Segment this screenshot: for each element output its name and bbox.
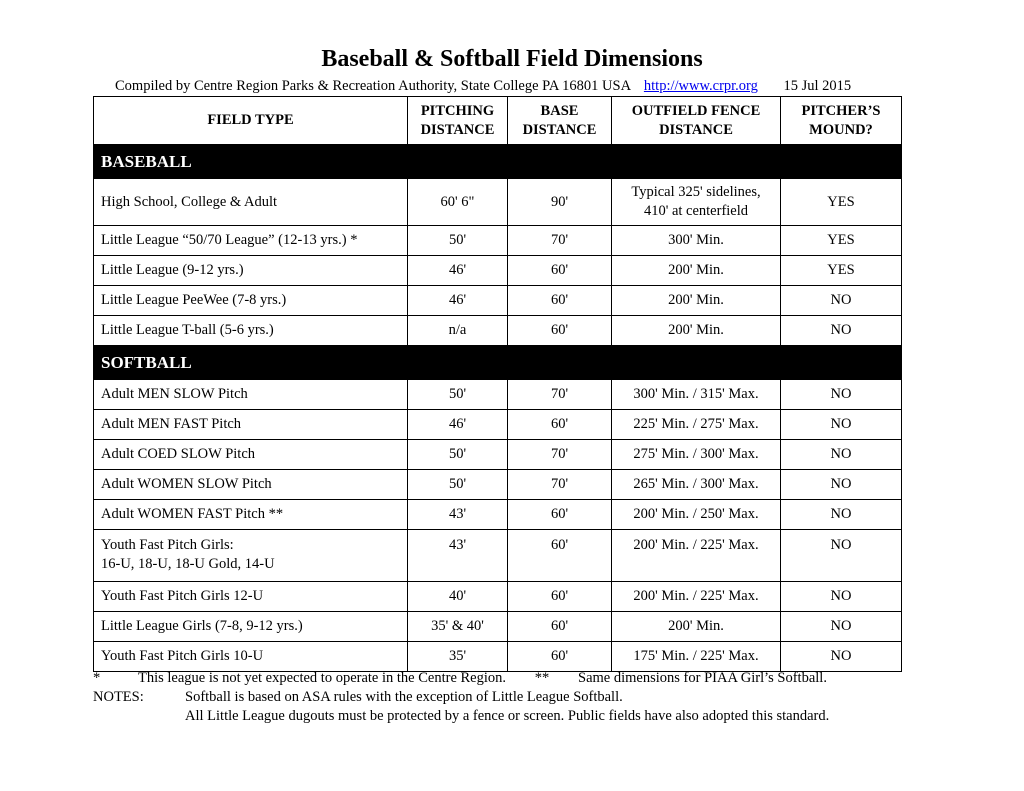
header-field-type: FIELD TYPE [94, 97, 408, 145]
table-row: Youth Fast Pitch Girls: 16-U, 18-U, 18-U Gold, 14-U 43' 60' 200' Min. / 225' Max. NO [94, 530, 902, 582]
table-row: Little League T-ball (5-6 yrs.) n/a 60' 200' Min. NO [94, 316, 902, 346]
compiled-by: Compiled by Centre Region Parks & Recreation Authority, State College PA 16801 USA [115, 78, 631, 94]
notes-line-1: NOTES: Softball is based on ASA rules with the exception of Little League Softball. [93, 689, 623, 705]
table-row: Youth Fast Pitch Girls 12-U 40' 60' 200' Min. / 225' Max. NO [94, 582, 902, 612]
document-subtitle [115, 78, 851, 95]
table-row: High School, College & Adult 60' 6" 90' Typical 325' sidelines, 410' at centerfield YES [94, 179, 902, 226]
header-base-distance: BASE DISTANCE [508, 97, 612, 145]
table-row: Little League PeeWee (7-8 yrs.) 46' 60' 200' Min. NO [94, 286, 902, 316]
section-header-softball: SOFTBALL [94, 346, 902, 380]
section-header-baseball: BASEBALL [94, 145, 902, 179]
table-row: Little League (9-12 yrs.) 46' 60' 200' Min. YES [94, 256, 902, 286]
document-title: Baseball & Softball Field Dimensions [321, 46, 703, 72]
table-row: Little League “50/70 League” (12-13 yrs.) * 50' 70' 300' Min. YES [94, 226, 902, 256]
header-pitching-distance: PITCHING DISTANCE [408, 97, 508, 145]
footnote-line: * This league is not yet expected to operate in the Centre Region. ** Same dimensions for PIAA Girl’s Softball. [93, 670, 827, 686]
website-link[interactable]: http://www.crpr.org [643, 78, 758, 94]
header-row [94, 97, 902, 145]
field-dimensions-table [93, 96, 902, 672]
notes-line-2: All Little League dugouts must be protected by a fence or screen. Public fields have also adopted this standard. [185, 708, 830, 724]
header-outfield-distance: OUTFIELD FENCE DISTANCE [612, 97, 781, 145]
table-row: Adult WOMEN FAST Pitch ** 43' 60' 200' Min. / 250' Max. NO [94, 500, 902, 530]
table-row: Little League Girls (7-8, 9-12 yrs.) 35' & 40' 60' 200' Min. NO [94, 612, 902, 642]
table-row: Adult WOMEN SLOW Pitch 50' 70' 265' Min. / 300' Max. NO [94, 470, 902, 500]
table-row: Adult MEN SLOW Pitch 50' 70' 300' Min. / 315' Max. NO [94, 380, 902, 410]
document-date: 15 Jul 2015 [783, 78, 852, 94]
table-row: Adult MEN FAST Pitch 46' 60' 225' Min. / 275' Max. NO [94, 410, 902, 440]
table-row: Youth Fast Pitch Girls 10-U 35' 60' 175' Min. / 225' Max. NO [94, 642, 902, 672]
table-row: Adult COED SLOW Pitch 50' 70' 275' Min. / 300' Max. NO [94, 440, 902, 470]
header-pitchers-mound: PITCHER’S MOUND? [781, 97, 902, 145]
